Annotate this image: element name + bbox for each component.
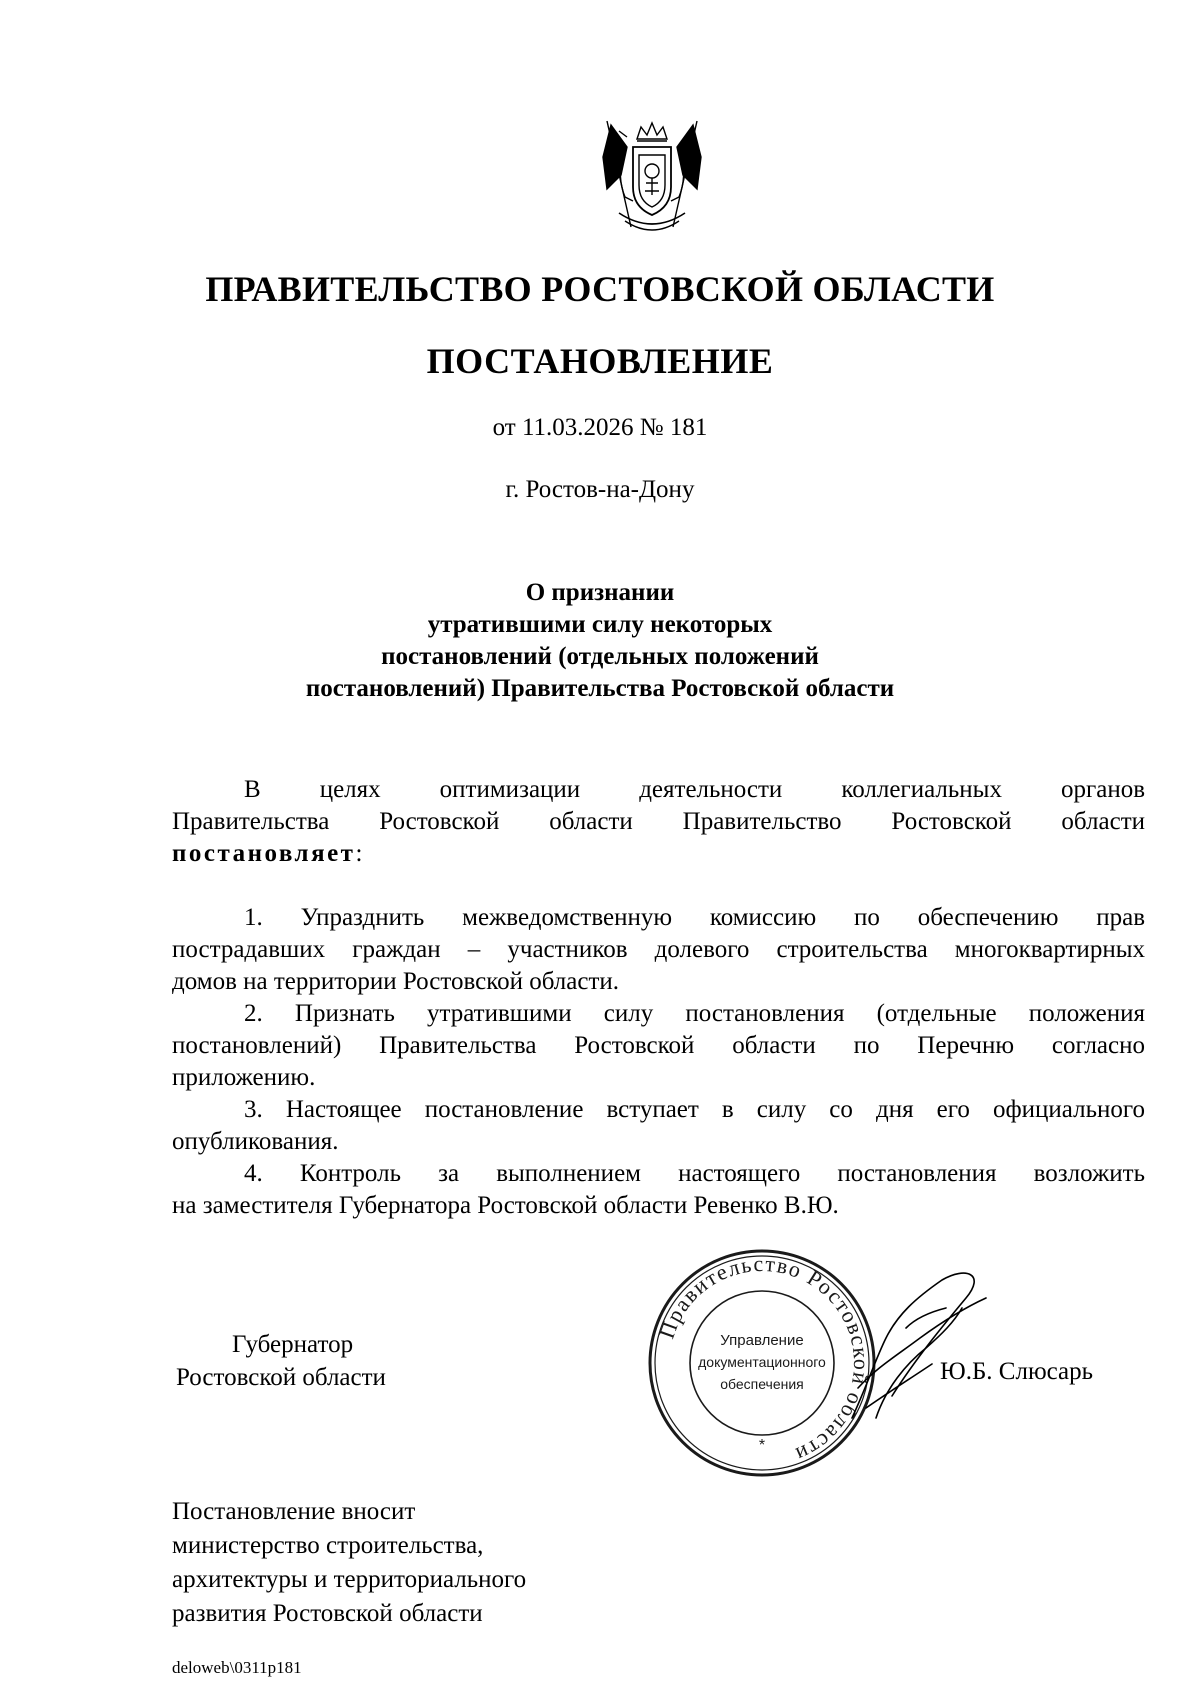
- introduced-by-line: министерство строительства,: [172, 1532, 484, 1559]
- resolution-item: [172, 1094, 1145, 1158]
- subject-line: постановлений (отдельных положений: [381, 643, 819, 670]
- item-text-line: на заместителя Губернатора Ростовской области Ревенко В.Ю.: [172, 1192, 839, 1219]
- document-date-number: от 11.03.2026 № 181: [492, 414, 708, 441]
- resolution-items: [172, 902, 1145, 1222]
- official-seal: [646, 1247, 878, 1479]
- signer-title: [176, 1328, 386, 1394]
- resolution-colon: :: [355, 840, 363, 867]
- document-type: ПОСТАНОВЛЕНИЕ: [426, 341, 774, 381]
- preamble-line: Правительства Ростовской области Правительство Ростовской области: [172, 808, 1145, 835]
- resolution-item: [172, 902, 1145, 998]
- preamble-resolution: [172, 838, 1145, 870]
- introduced-by-line: Постановление вносит: [172, 1498, 416, 1525]
- subject-line: утратившими силу некоторых: [427, 611, 773, 638]
- coat-of-arms-icon: [597, 117, 707, 239]
- resolution-keyword: постановляет: [172, 840, 356, 867]
- handwritten-signature: [846, 1268, 996, 1432]
- document-subject: [0, 577, 1200, 705]
- item-text-line: пострадавших граждан – участников долевого строительства многоквартирных: [172, 936, 1145, 963]
- item-text-line: 2. Признать утратившими силу постановления (отдельные положения: [244, 1000, 1145, 1027]
- preamble: [172, 774, 1145, 870]
- seal-center-line: обеспечения: [720, 1376, 804, 1392]
- organization-name: ПРАВИТЕЛЬСТВО РОСТОВСКОЙ ОБЛАСТИ: [205, 269, 995, 309]
- item-text-line: 3. Настоящее постановление вступает в силу со дня его официального: [244, 1096, 1145, 1123]
- signer-title-line: Губернатор: [232, 1331, 354, 1358]
- item-text-line: приложению.: [172, 1064, 316, 1091]
- document-code: deloweb\0311p181: [172, 1658, 302, 1677]
- item-text-line: 4. Контроль за выполнением настоящего постановления возложить: [244, 1160, 1145, 1187]
- preamble-line: В целях оптимизации деятельности коллегиальных органов: [244, 776, 1145, 803]
- resolution-item: [172, 1158, 1145, 1222]
- resolution-item: [172, 998, 1145, 1094]
- item-text-line: постановлений) Правительства Ростовской области по Перечню согласно: [172, 1032, 1145, 1059]
- introduced-by: [172, 1495, 526, 1631]
- signer-name: Ю.Б. Слюсарь: [940, 1358, 1094, 1385]
- subject-line: постановлений) Правительства Ростовской области: [305, 675, 895, 702]
- document-city: г. Ростов-на-Дону: [505, 476, 695, 503]
- item-text-line: 1. Упразднить межведомственную комиссию по обеспечению прав: [244, 904, 1145, 931]
- seal-center-line: документационного: [698, 1354, 826, 1370]
- seal-center-line: Управление: [720, 1332, 804, 1349]
- item-text-line: домов на территории Ростовской области.: [172, 968, 620, 995]
- signer-title-line: Ростовской области: [176, 1364, 386, 1391]
- introduced-by-line: развития Ростовской области: [172, 1600, 483, 1627]
- item-text-line: опубликования.: [172, 1128, 339, 1155]
- subject-line: О признании: [525, 579, 675, 606]
- seal-ring-text: Правительство Ростовской области: [653, 1250, 875, 1469]
- seal-star: *: [758, 1437, 766, 1454]
- introduced-by-line: архитектуры и территориального: [172, 1566, 527, 1593]
